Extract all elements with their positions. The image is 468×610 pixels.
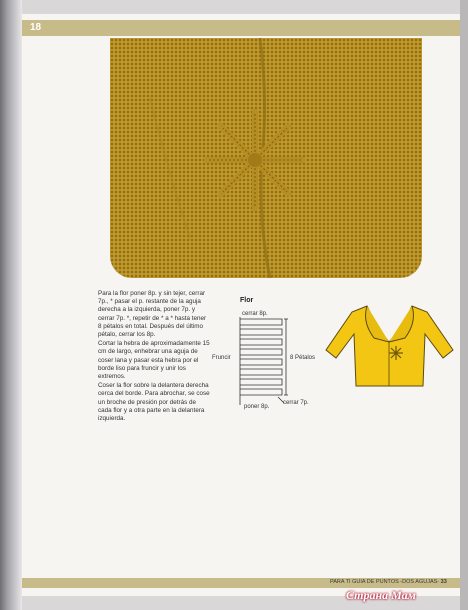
label-poner: poner 8p.	[244, 404, 270, 410]
label-fruncir: Fruncir	[212, 355, 231, 361]
scan-gutter-left	[0, 0, 22, 610]
scan-gutter-right	[460, 0, 468, 610]
watermark-logo: Страна Мам	[346, 588, 416, 602]
footer-page-number: 33	[440, 579, 447, 585]
footer-text	[330, 579, 447, 585]
diagram-title: Flor	[240, 297, 254, 304]
knitted-flower-icon	[195, 100, 315, 220]
label-petalos: 8 Pétalos	[290, 355, 316, 361]
page-number: 18	[30, 22, 42, 33]
cardigan-illustration	[322, 298, 457, 393]
flower-motif-icon	[389, 346, 403, 360]
label-cerrar-bottom: cerrar 7p.	[283, 400, 309, 406]
instruction-paragraph: Cortar la hebra de aproximadamente 15 cm de largo, enhebrar una aguja de coser lana y pasar esta hebra por el borde liso para fruncir y unir los extremos.	[98, 340, 210, 381]
footer-title: PARA TI GUIA DE PUNTOS -DOS AGUJAS-	[330, 579, 440, 585]
instructions-text	[98, 290, 210, 424]
label-cerrar-top: cerrar 8p.	[242, 311, 268, 317]
header-bar	[22, 20, 460, 36]
instruction-paragraph: Coser la flor sobre la delantera derecha cerca del borde. Para abrochar, se cose un broche de presión por detrás de cada flor y a otra parte en la delantera izquierda.	[98, 382, 210, 423]
instruction-paragraph: Para la flor poner 8p. y sin tejer, cerrar 7p., * pasar el p. restante de la aguja derecha a la izquierda, poner 7p. y cerrar 7p. *, repetir de * a * hasta tener 8 pétalos en total. Después del último pétalo, cerrar los 8p.	[98, 290, 207, 339]
